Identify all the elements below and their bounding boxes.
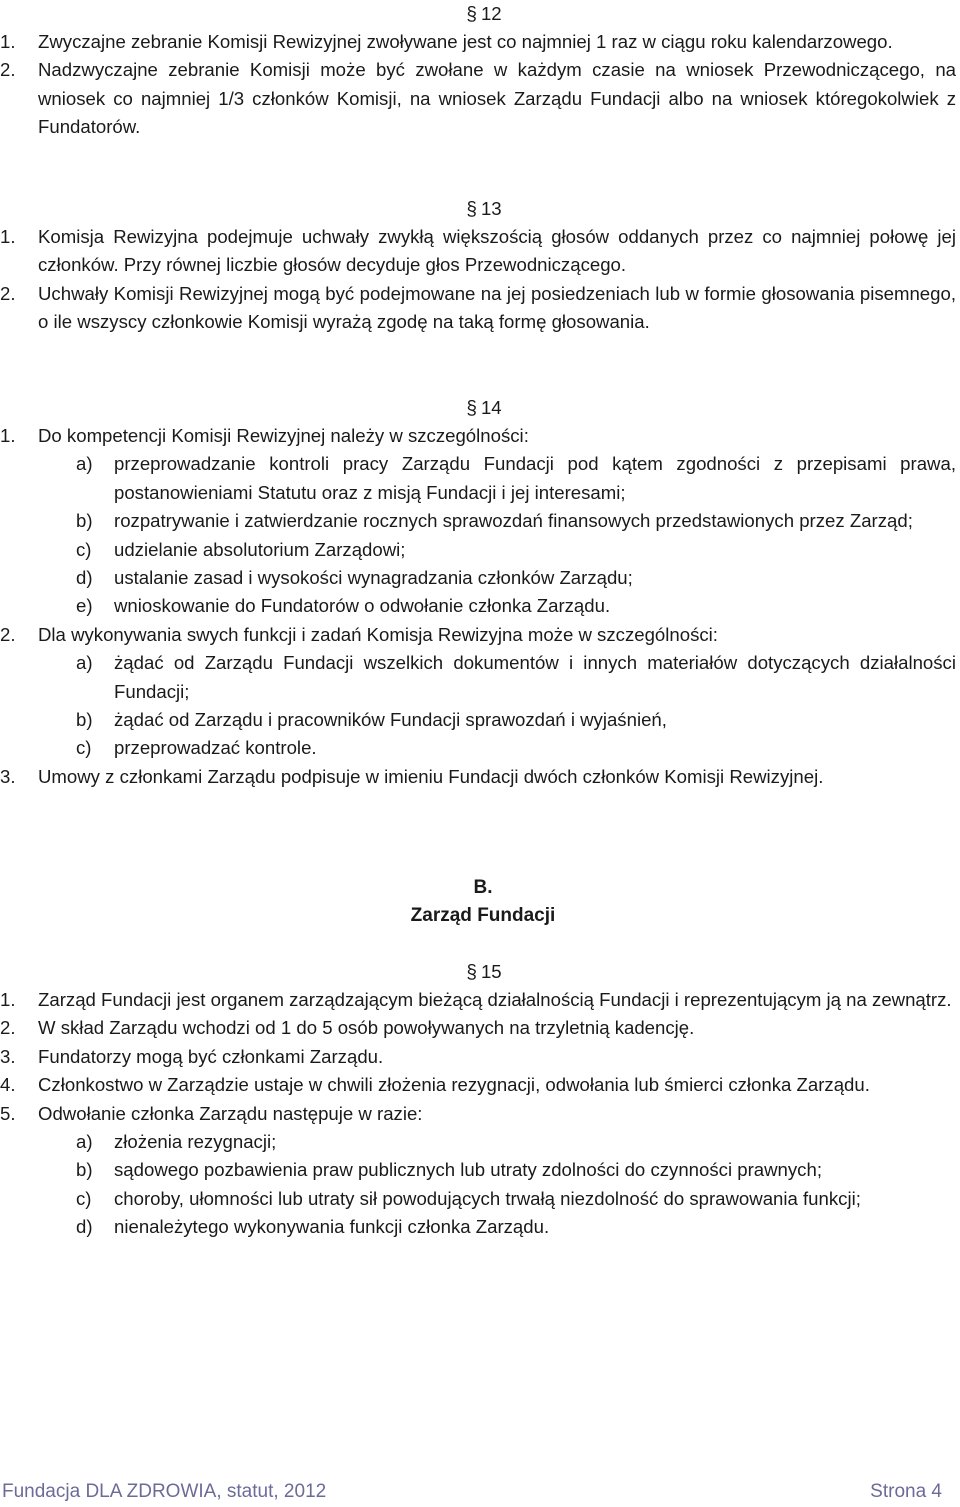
- part-b-heading: [0, 874, 960, 931]
- item-text: Komisja Rewizyjna podejmuje uchwały zwykłą większością głosów oddanych przez co najmniej połowę jej członków. Przy równej liczbie głosów decyduje głos Przewodniczącego.: [38, 226, 956, 276]
- footer-page-number: Strona 4: [870, 1481, 942, 1502]
- item-number: 3.: [0, 1045, 16, 1067]
- section-14: [0, 394, 960, 791]
- sub-item-letter: d): [76, 567, 93, 589]
- section-sign: §: [466, 199, 477, 220]
- item-number: 1.: [0, 425, 16, 446]
- item-number: 2.: [0, 282, 16, 304]
- item-text: Zwyczajne zebranie Komisji Rewizyjnej zwoływane jest co najmniej 1 raz w ciągu roku kalendarzowego.: [38, 31, 893, 52]
- sub-item: [0, 1213, 960, 1241]
- list-item: [0, 422, 960, 450]
- part-letter: B.: [473, 877, 493, 898]
- item-text: Zarząd Fundacji jest organem zarządzającym bieżącą działalnością Fundacji i reprezentującym ją na zewnątrz.: [38, 989, 952, 1010]
- list-item: [0, 1043, 960, 1071]
- sub-item-letter: b): [76, 709, 93, 731]
- list-item: [0, 1071, 960, 1099]
- sub-item: [0, 507, 960, 535]
- sub-item: [0, 450, 960, 507]
- sub-item-letter: b): [76, 1159, 93, 1181]
- sub-item-text: choroby, ułomności lub utraty sił powodujących trwałą niezdolność do sprawowania funkcji;: [114, 1187, 861, 1209]
- item-text: Odwołanie członka Zarządu następuje w razie:: [38, 1102, 423, 1124]
- sub-item-text: udzielanie absolutorium Zarządowi;: [114, 538, 406, 560]
- list-item: [0, 986, 960, 1014]
- sub-item-text: przeprowadzać kontrole.: [114, 737, 317, 759]
- part-title: Zarząd Fundacji: [410, 905, 556, 927]
- sub-item-letter: d): [76, 1216, 93, 1238]
- sub-item: [0, 536, 960, 564]
- list-item: [0, 56, 960, 141]
- item-text: W skład Zarządu wchodzi od 1 do 5 osób powoływanych na trzyletnią kadencję.: [38, 1017, 695, 1039]
- item-text: Uchwały Komisji Rewizyjnej mogą być podejmowane na jej posiedzeniach lub w formie głosowania pisemnego, o ile wszyscy członkowie Komisji wyrażą zgodę na taką formę głosowania.: [38, 282, 956, 333]
- sub-item-letter: c): [76, 538, 92, 560]
- section-13: [0, 195, 960, 337]
- section-number: 13: [480, 198, 502, 219]
- sub-item-text: żądać od Zarządu Fundacji wszelkich dokumentów i innych materiałów dotyczących działalności Fundacji;: [114, 652, 956, 702]
- list-item: [0, 621, 960, 649]
- sub-item: [0, 734, 960, 762]
- sub-item-text: żądać od Zarządu i pracowników Fundacji sprawozdań i wyjaśnień,: [114, 709, 667, 731]
- item-text: Nadzwyczajne zebranie Komisji może być zwołane w każdym czasie na wniosek Przewodniczącego, na wniosek co najmniej 1/3 członków Komisji, na wniosek Zarządu Fundacji albo na wniosek któregokolwiek z Fundatorów.: [38, 59, 956, 138]
- sub-item-letter: a): [76, 453, 93, 475]
- item-number: 4.: [0, 1074, 16, 1096]
- list-item: [0, 223, 960, 280]
- section-number: 15: [480, 961, 502, 982]
- section-heading: [0, 394, 960, 422]
- section-number: 14: [480, 397, 502, 418]
- sub-item-text: sądowego pozbawienia praw publicznych lub utraty zdolności do czynności prawnych;: [114, 1159, 822, 1181]
- section-number: 12: [480, 3, 502, 24]
- section-sign: §: [466, 962, 477, 983]
- item-number: 2.: [0, 59, 16, 81]
- section-sign: §: [466, 4, 477, 25]
- sub-item-letter: e): [76, 595, 93, 617]
- list-item: [0, 763, 960, 791]
- sub-item-text: przeprowadzanie kontroli pracy Zarządu Fundacji pod kątem zgodności z przepisami prawa, postanowieniami Statutu oraz z misją Fundacji i jej interesami;: [114, 453, 956, 503]
- section-15: [0, 958, 960, 1242]
- page-footer: [0, 1476, 960, 1506]
- item-number: 2.: [0, 623, 16, 645]
- sub-item: [0, 564, 960, 592]
- item-number: 1.: [0, 31, 16, 52]
- section-heading: [0, 195, 960, 223]
- list-item: [0, 280, 960, 337]
- list-item: [0, 28, 960, 56]
- sub-item-letter: a): [76, 652, 93, 674]
- section-sign: §: [466, 398, 477, 419]
- footer-document-title: Fundacja DLA ZDROWIA, statut, 2012: [2, 1481, 327, 1502]
- sub-item: [0, 1128, 960, 1156]
- item-number: 1.: [0, 989, 16, 1010]
- sub-item-text: złożenia rezygnacji;: [114, 1131, 277, 1153]
- sub-item-letter: a): [76, 1131, 93, 1153]
- sub-item: [0, 1156, 960, 1184]
- item-text: Dla wykonywania swych funkcji i zadań Komisja Rewizyjna może w szczególności:: [38, 623, 718, 645]
- item-text: Do kompetencji Komisji Rewizyjnej należy w szczególności:: [38, 425, 529, 446]
- item-number: 1.: [0, 226, 16, 247]
- sub-item-letter: b): [76, 510, 93, 532]
- sub-item-text: wnioskowanie do Fundatorów o odwołanie członka Zarządu.: [114, 595, 611, 617]
- sub-item-text: nienależytego wykonywania funkcji członka Zarządu.: [114, 1216, 550, 1238]
- sub-item-letter: c): [76, 1187, 92, 1209]
- item-text: Fundatorzy mogą być członkami Zarządu.: [38, 1045, 384, 1067]
- sub-item-text: rozpatrywanie i zatwierdzanie rocznych sprawozdań finansowych przedstawionych przez Zarząd;: [114, 510, 913, 532]
- section-heading: [0, 0, 960, 28]
- sub-item: [0, 649, 960, 706]
- item-number: 2.: [0, 1017, 16, 1039]
- sub-item: [0, 1185, 960, 1213]
- list-item: [0, 1014, 960, 1042]
- item-number: 5.: [0, 1102, 16, 1124]
- sub-item: [0, 706, 960, 734]
- section-heading: [0, 958, 960, 986]
- sub-item-letter: c): [76, 737, 92, 759]
- item-text: Umowy z członkami Zarządu podpisuje w imieniu Fundacji dwóch członków Komisji Rewizyjnej.: [38, 765, 824, 787]
- sub-item: [0, 592, 960, 620]
- list-item: [0, 1100, 960, 1128]
- sub-item-text: ustalanie zasad i wysokości wynagradzania członków Zarządu;: [114, 567, 633, 589]
- item-number: 3.: [0, 765, 16, 787]
- item-text: Członkostwo w Zarządzie ustaje w chwili złożenia rezygnacji, odwołania lub śmierci członka Zarządu.: [38, 1074, 870, 1096]
- section-12: [0, 0, 960, 142]
